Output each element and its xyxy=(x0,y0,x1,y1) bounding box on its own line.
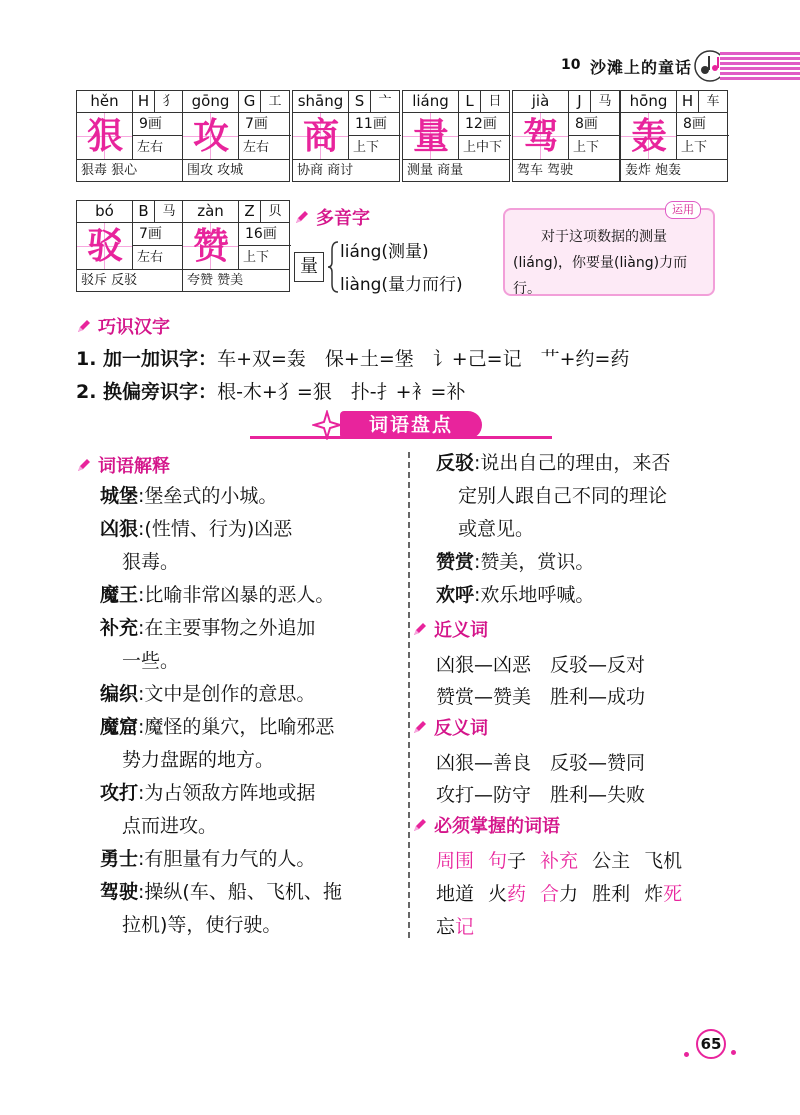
glossary-entry xyxy=(436,546,594,579)
radical: 工 xyxy=(268,94,282,109)
synonym-row: 赞赏—赞美 胜利—成功 xyxy=(436,686,646,708)
pinyin: jià xyxy=(513,91,569,113)
antonyms-title: 反义词 xyxy=(412,714,488,740)
glossary-term: 编织 xyxy=(100,683,139,705)
header-stripe xyxy=(720,52,800,80)
glossary-continuation xyxy=(122,546,179,579)
polyphone-reading: liàng(量力而行) xyxy=(340,275,463,295)
glossary-definition: :文中是创作的意思。 xyxy=(138,683,316,705)
character: 轰 xyxy=(630,115,667,157)
must-know-word: 合力 xyxy=(540,883,579,905)
must-know-word: 补充 xyxy=(540,850,579,872)
decor-dot xyxy=(731,1050,736,1055)
character-card xyxy=(402,90,510,182)
example-words: 测量 商量 xyxy=(403,159,509,181)
structure: 上下 xyxy=(243,250,270,265)
glossary-entry xyxy=(436,579,594,612)
glossary-entry xyxy=(100,579,334,612)
writing-grid xyxy=(77,223,133,269)
example-words: 夸赞 赞美 xyxy=(183,269,289,291)
stroke-count: 16画 xyxy=(239,223,291,246)
character-card xyxy=(292,90,400,182)
must-know-word: 句子 xyxy=(488,850,527,872)
glossary-definition: :赞美，赏识。 xyxy=(474,551,595,573)
pinyin: liáng xyxy=(403,91,459,113)
glossary-entry xyxy=(100,513,292,546)
example-words: 驳斥 反驳 xyxy=(77,269,183,291)
index-letter: H xyxy=(677,91,699,113)
must-know-row xyxy=(436,846,696,873)
glossary-definition: :为占领敌方阵地或据 xyxy=(138,782,316,804)
character-card xyxy=(182,200,290,292)
pinyin: hěn xyxy=(77,91,133,113)
glossary-definition: :有胆量有力气的人。 xyxy=(138,848,316,870)
pencil-icon xyxy=(412,621,428,637)
glossary-definition: :堡垒式的小城。 xyxy=(138,485,278,507)
glossary-term: 驾驶 xyxy=(100,881,139,903)
pencil-icon xyxy=(76,318,92,334)
structure: 上下 xyxy=(573,140,600,155)
example-words: 协商 商讨 xyxy=(293,159,399,181)
stroke-count: 7画 xyxy=(239,113,291,136)
structure: 左右 xyxy=(137,140,164,155)
structure: 左右 xyxy=(243,140,270,155)
structure: 上中下 xyxy=(463,140,503,155)
page-header xyxy=(0,52,800,82)
character: 攻 xyxy=(192,115,229,157)
index-letter: B xyxy=(133,201,155,223)
pencil-icon xyxy=(294,209,310,225)
tricks-title: 巧识汉字 xyxy=(76,313,170,339)
must-know-row xyxy=(436,879,696,906)
glossary-term: 反驳 xyxy=(436,452,475,474)
glossary-entry xyxy=(436,447,670,480)
glossary-definition: :在主要事物之外追加 xyxy=(138,617,316,639)
writing-grid xyxy=(293,113,349,159)
glossary-term: 赞赏 xyxy=(436,551,475,573)
glossary-definition: 点而进攻。 xyxy=(122,815,218,837)
character-card xyxy=(620,90,728,182)
antonym-row: 攻打—防守 胜利—失败 xyxy=(436,784,646,806)
glossary-entry xyxy=(100,876,342,909)
pencil-icon xyxy=(412,817,428,833)
character-card xyxy=(512,90,620,182)
glossary-entry xyxy=(100,777,315,810)
index-letter: G xyxy=(239,91,261,113)
polyphone-title: 多音字 xyxy=(294,204,370,230)
character-card xyxy=(76,90,184,182)
glossary-term: 魔王 xyxy=(100,584,139,606)
banner-title: 词语盘点 xyxy=(340,411,482,439)
must-know-word: 公主 xyxy=(592,850,631,872)
sparkle-icon xyxy=(312,410,342,440)
glossary-continuation xyxy=(122,909,281,942)
character: 驾 xyxy=(522,115,559,157)
example-words: 驾车 驾驶 xyxy=(513,159,619,181)
writing-grid xyxy=(183,113,239,159)
polyphone-character: 量 xyxy=(294,252,324,282)
must-know-word: 周围 xyxy=(436,850,475,872)
synonym-row: 凶狠—凶恶 反驳—反对 xyxy=(436,654,646,676)
radical: 贝 xyxy=(268,204,282,219)
glossary-definition: 狠毒。 xyxy=(122,551,180,573)
glossary-definition: 势力盘踞的地方。 xyxy=(122,749,275,771)
pinyin: hōng xyxy=(621,91,677,113)
must-know-word: 地道 xyxy=(436,883,475,905)
index-letter: Z xyxy=(239,201,261,223)
glossary-definition: 拉机)等，使行驶。 xyxy=(122,914,282,936)
writing-grid xyxy=(621,113,677,159)
glossary-term: 欢呼 xyxy=(436,584,475,606)
section-banner xyxy=(250,408,552,442)
lesson-number: 10 xyxy=(561,57,581,73)
glossary-definition: 定别人跟自己不同的理论 xyxy=(458,485,668,507)
decor-dot xyxy=(684,1052,689,1057)
glossary-entry xyxy=(100,843,315,876)
radical: 马 xyxy=(162,204,176,219)
glossary-definition: 或意见。 xyxy=(458,518,535,540)
writing-grid xyxy=(513,113,569,159)
pinyin: bó xyxy=(77,201,133,223)
glossary-term: 攻打 xyxy=(100,782,139,804)
index-letter: J xyxy=(569,91,591,113)
glossary-term: 凶狠 xyxy=(100,518,139,540)
page-number: 65 xyxy=(696,1029,726,1059)
glossary-continuation xyxy=(122,810,217,843)
glossary-definition: 一些。 xyxy=(122,650,180,672)
character: 狠 xyxy=(86,115,123,157)
glossary-entry xyxy=(100,480,277,513)
usage-tag: 运用 xyxy=(665,201,701,219)
character: 赞 xyxy=(192,225,229,267)
brace-icon xyxy=(326,240,340,294)
glossary-definition: :魔怪的巢穴，比喻邪恶 xyxy=(138,716,335,738)
must-know-word: 炸死 xyxy=(644,883,683,905)
character-card xyxy=(182,90,290,182)
index-letter: S xyxy=(349,91,371,113)
must-know-word: 飞机 xyxy=(644,850,683,872)
example-words: 围攻 攻城 xyxy=(183,159,289,181)
glossary-entry xyxy=(100,678,315,711)
radical: 马 xyxy=(598,94,612,109)
writing-grid xyxy=(403,113,459,159)
polyphone-reading: liáng(测量) xyxy=(340,242,429,262)
stroke-count: 7画 xyxy=(133,223,185,246)
glossary-continuation xyxy=(458,480,667,513)
character: 驳 xyxy=(86,225,123,267)
usage-box xyxy=(503,203,715,297)
character-card xyxy=(76,200,184,292)
must-know-title: 必须掌握的词语 xyxy=(412,812,560,838)
glossary-continuation xyxy=(122,645,179,678)
trick-line: 1. 加一加识字：车+双=轰 保+土=堡 讠+己=记 艹+约=药 xyxy=(76,348,630,370)
glossary-definition: :说出自己的理由，来否 xyxy=(474,452,671,474)
example-words: 狠毒 狠心 xyxy=(77,159,183,181)
glossary-term: 勇士 xyxy=(100,848,139,870)
pencil-icon xyxy=(412,719,428,735)
glossary-title: 词语解释 xyxy=(76,452,170,478)
glossary-term: 魔窟 xyxy=(100,716,139,738)
glossary-entry xyxy=(100,711,334,744)
glossary-entry xyxy=(100,612,315,645)
pinyin: shāng xyxy=(293,91,349,113)
character: 商 xyxy=(302,115,339,157)
lesson-title: 沙滩上的童话 xyxy=(590,58,693,77)
glossary-term: 城堡 xyxy=(100,485,139,507)
glossary-continuation xyxy=(122,744,274,777)
radical: 犭 xyxy=(162,94,176,109)
example-words: 轰炸 炮轰 xyxy=(621,159,727,181)
usage-text: 对于这项数据的测量(liáng)，你要量(liàng)力而行。 xyxy=(513,229,688,297)
stroke-count: 8画 xyxy=(569,113,621,136)
must-know-word: 胜利 xyxy=(592,883,631,905)
glossary-definition: :(性情、行为)凶恶 xyxy=(138,518,293,540)
stroke-count: 9画 xyxy=(133,113,185,136)
stroke-count: 12画 xyxy=(459,113,511,136)
index-letter: L xyxy=(459,91,481,113)
trick-line: 2. 换偏旁识字：根-木+犭=狠 扑-扌+衤=补 xyxy=(76,381,466,403)
glossary-continuation xyxy=(458,513,534,546)
glossary-term: 补充 xyxy=(100,617,139,639)
character: 量 xyxy=(412,115,449,157)
index-letter: H xyxy=(133,91,155,113)
must-know-word: 火药 xyxy=(488,883,527,905)
glossary-definition: :欢乐地呼喊。 xyxy=(474,584,595,606)
synonyms-title: 近义词 xyxy=(412,616,488,642)
column-divider xyxy=(408,452,410,938)
stroke-count: 11画 xyxy=(349,113,401,136)
structure: 左右 xyxy=(137,250,164,265)
radical: 亠 xyxy=(378,94,392,109)
writing-grid xyxy=(77,113,133,159)
structure: 上下 xyxy=(681,140,708,155)
radical: 车 xyxy=(706,94,720,109)
stroke-count: 8画 xyxy=(677,113,729,136)
pinyin: gōng xyxy=(183,91,239,113)
must-know-row: 忘记 xyxy=(436,916,475,938)
pinyin: zàn xyxy=(183,201,239,223)
glossary-definition: :比喻非常凶暴的恶人。 xyxy=(138,584,335,606)
antonym-row: 凶狠—善良 反驳—赞同 xyxy=(436,752,646,774)
pencil-icon xyxy=(76,457,92,473)
structure: 上下 xyxy=(353,140,380,155)
radical: 日 xyxy=(488,94,502,109)
glossary-definition: :操纵(车、船、飞机、拖 xyxy=(138,881,342,903)
writing-grid xyxy=(183,223,239,269)
